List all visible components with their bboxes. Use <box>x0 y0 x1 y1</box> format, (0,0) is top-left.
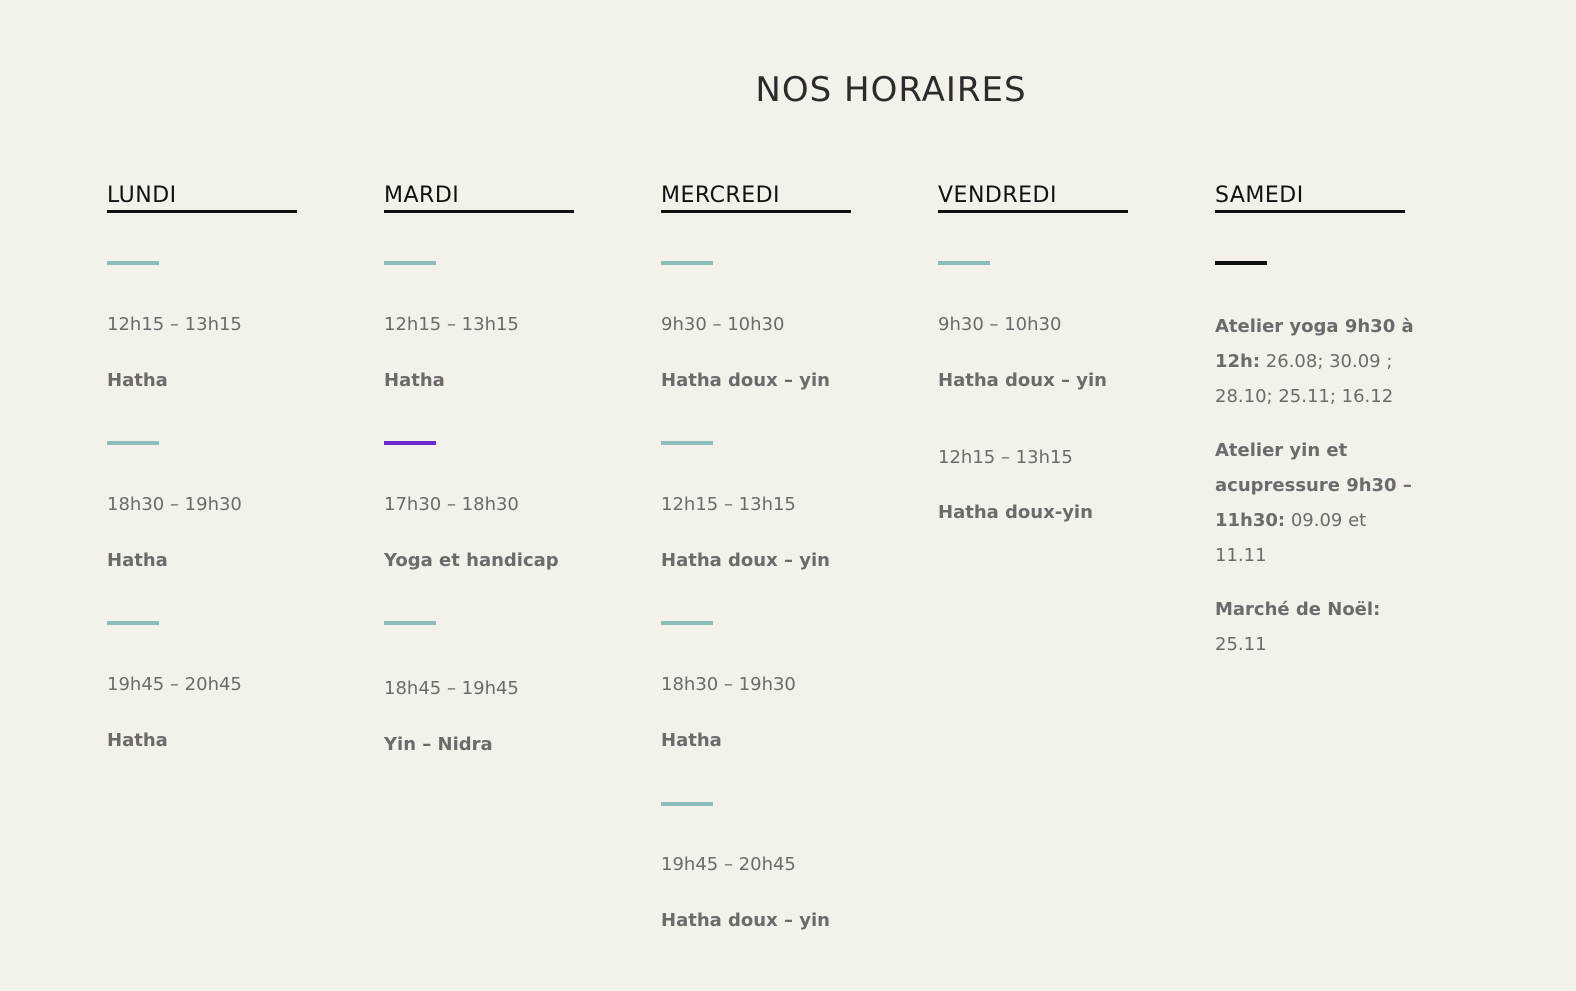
slot-class: Hatha <box>107 730 168 751</box>
slot-class: Hatha <box>107 550 168 571</box>
day-column-samedi <box>1215 183 1414 655</box>
atelier-yoga-label: Atelier yoga 9h30 à 12h: <box>1215 316 1414 372</box>
day-heading-mardi: MARDI <box>384 183 574 213</box>
separator <box>107 261 159 265</box>
day-column-vendredi <box>938 183 1133 523</box>
day-column-mardi <box>384 183 579 755</box>
day-column-mercredi <box>661 183 856 931</box>
slot-class: Hatha doux – yin <box>661 550 830 571</box>
slot-time: 9h30 – 10h30 <box>661 314 785 335</box>
separator <box>107 441 159 445</box>
marche-noel-text <box>1215 592 1415 662</box>
separator <box>661 441 713 445</box>
slot-time: 12h15 – 13h15 <box>938 447 1073 468</box>
slot-time: 19h45 – 20h45 <box>107 674 242 695</box>
atelier-yin-label: Atelier yin et acupressure 9h30 – 11h30: <box>1215 440 1412 531</box>
slot-class: Yoga et handicap <box>384 550 559 571</box>
slot-class: Hatha doux – yin <box>661 370 830 391</box>
separator <box>384 261 436 265</box>
atelier-yin-text <box>1215 433 1415 573</box>
separator <box>938 261 990 265</box>
day-heading-lundi: LUNDI <box>107 183 297 213</box>
atelier-yoga-dates: 26.08; 30.09 ; 28.10; 25.11; 16.12 <box>1215 351 1394 407</box>
separator <box>661 621 713 625</box>
slot-time: 17h30 – 18h30 <box>384 494 519 515</box>
slot-class: Hatha doux – yin <box>661 910 830 931</box>
page-title: NOS HORAIRES <box>755 70 1027 110</box>
slot-time: 18h45 – 19h45 <box>384 678 519 699</box>
slot-class: Hatha <box>661 730 722 751</box>
day-heading-vendredi: VENDREDI <box>938 183 1128 213</box>
separator <box>384 621 436 625</box>
slot-class: Hatha <box>384 370 445 391</box>
slot-time: 19h45 – 20h45 <box>661 854 796 875</box>
separator-highlight <box>384 441 436 445</box>
slot-time: 12h15 – 13h15 <box>107 314 242 335</box>
atelier-yoga-text <box>1215 309 1415 414</box>
day-heading-mercredi: MERCREDI <box>661 183 851 213</box>
day-column-lundi <box>107 183 302 751</box>
slot-class: Hatha <box>107 370 168 391</box>
separator-dark <box>1215 261 1267 265</box>
slot-class: Yin – Nidra <box>384 734 493 755</box>
slot-time: 9h30 – 10h30 <box>938 314 1062 335</box>
separator <box>107 621 159 625</box>
marche-noel-label: Marché de Noël: <box>1215 599 1381 620</box>
separator <box>661 261 713 265</box>
separator <box>661 802 713 806</box>
slot-time: 12h15 – 13h15 <box>661 494 796 515</box>
atelier-yin-dates: 09.09 et 11.11 <box>1215 510 1367 566</box>
slot-time: 18h30 – 19h30 <box>107 494 242 515</box>
slot-time: 18h30 – 19h30 <box>661 674 796 695</box>
slot-class: Hatha doux-yin <box>938 502 1093 523</box>
day-heading-samedi: SAMEDI <box>1215 183 1405 213</box>
slot-class: Hatha doux – yin <box>938 370 1107 391</box>
slot-time: 12h15 – 13h15 <box>384 314 519 335</box>
marche-noel-dates: 25.11 <box>1215 634 1267 655</box>
